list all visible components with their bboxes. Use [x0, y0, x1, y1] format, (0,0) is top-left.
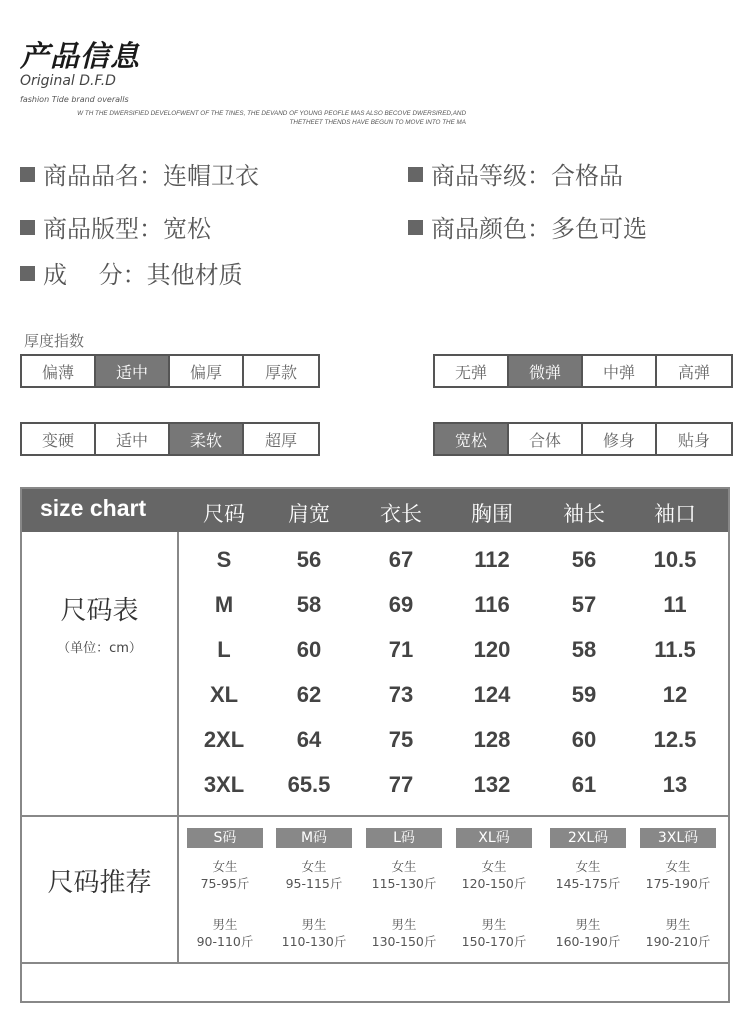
- header-cell: 尺码: [203, 502, 245, 526]
- female-range-value: 75-95斤: [200, 876, 250, 891]
- table-cell: 64: [296, 727, 322, 752]
- table-cell: 3XL: [203, 772, 245, 797]
- bullet-square-icon: [20, 266, 35, 281]
- female-weight-range: [543, 858, 633, 892]
- slogan-line-2: THETHEET THENDS HAVE BEGUN TO MOVE INTO THE MA: [289, 119, 466, 126]
- female-label: 女生: [575, 859, 601, 874]
- option-cell: 高弹: [677, 362, 710, 382]
- female-range-value: 145-175斤: [555, 876, 621, 891]
- table-cell: 57: [571, 592, 597, 617]
- table-cell: 73: [388, 682, 414, 707]
- header-cell: 胸围: [471, 502, 513, 526]
- male-label: 男生: [665, 917, 691, 932]
- option-cell: 宽松: [435, 424, 509, 454]
- shape-options: [433, 422, 733, 456]
- attr-text: 商品颜色：多色可选: [431, 215, 647, 243]
- table-cell: 77: [388, 772, 414, 797]
- size-chart-table: [20, 487, 730, 1003]
- attr-text: 商品等级：合格品: [431, 162, 623, 190]
- male-label: 男生: [391, 917, 417, 932]
- female-label: 女生: [481, 859, 507, 874]
- table-cell: S: [216, 547, 232, 572]
- table-cell: 58: [571, 637, 597, 662]
- attr-product-fit: [20, 209, 211, 244]
- female-label: 女生: [212, 859, 238, 874]
- female-weight-range: [633, 858, 723, 892]
- table-cell: 13: [662, 772, 688, 797]
- table-cell: 2XL: [203, 727, 245, 752]
- male-weight-range: [359, 916, 449, 950]
- option-cell: 中弹: [583, 356, 657, 386]
- table-cell: 124: [473, 682, 511, 707]
- size-chip: 3XL码: [640, 828, 716, 848]
- female-range-value: 115-130斤: [371, 876, 437, 891]
- male-weight-range: [180, 916, 270, 950]
- table-cell: XL: [209, 682, 239, 707]
- bullet-square-icon: [20, 167, 35, 182]
- option-cell: 超厚: [264, 430, 297, 450]
- size-recommend-label: 尺码推荐: [47, 868, 152, 898]
- male-label: 男生: [575, 917, 601, 932]
- table-cell: 75: [388, 727, 414, 752]
- table-cell: 56: [571, 547, 597, 572]
- female-label: 女生: [301, 859, 327, 874]
- brand-slogan: [18, 109, 466, 127]
- male-range-value: 190-210斤: [645, 934, 711, 949]
- elasticity-options: [433, 354, 733, 388]
- size-chip: XL码: [456, 828, 532, 848]
- softness-options: [20, 422, 320, 456]
- male-range-value: 110-130斤: [281, 934, 347, 949]
- brand-tagline: fashion Tide brand overalls: [20, 95, 129, 104]
- bullet-square-icon: [408, 220, 423, 235]
- row-divider: [22, 962, 728, 964]
- size-chip: L码: [366, 828, 442, 848]
- table-cell: 62: [296, 682, 322, 707]
- table-cell: 71: [388, 637, 414, 662]
- size-table-label: 尺码表: [60, 596, 139, 626]
- option-cell: 微弹: [509, 356, 583, 386]
- thickness-index-label: 厚度指数: [24, 332, 85, 350]
- attr-text: 商品版型：宽松: [43, 215, 211, 243]
- male-weight-range: [543, 916, 633, 950]
- male-range-value: 130-150斤: [371, 934, 437, 949]
- table-cell: 11.5: [654, 637, 696, 662]
- table-cell: 120: [473, 637, 511, 662]
- option-cell: 柔软: [170, 424, 244, 454]
- attr-product-name: [20, 156, 259, 191]
- table-cell: 132: [473, 772, 511, 797]
- bullet-square-icon: [20, 220, 35, 235]
- size-table-side: [22, 532, 177, 817]
- female-weight-range: [359, 858, 449, 892]
- bullet-square-icon: [408, 167, 423, 182]
- female-label: 女生: [665, 859, 691, 874]
- attr-text: 成 分：其他材质: [43, 261, 243, 289]
- brand-name: Original D.F.D: [20, 73, 116, 89]
- table-cell: 12.5: [653, 727, 697, 752]
- male-label: 男生: [301, 917, 327, 932]
- thickness-options: [20, 354, 320, 388]
- option-cell: 修身: [583, 424, 657, 454]
- size-chip: 2XL码: [550, 828, 626, 848]
- option-cell: 偏厚: [170, 356, 244, 386]
- attr-text: 商品品名：连帽卫衣: [43, 162, 259, 190]
- table-cell: 11: [663, 592, 687, 617]
- female-range-value: 120-150斤: [461, 876, 527, 891]
- male-label: 男生: [481, 917, 507, 932]
- option-cell: 适中: [96, 424, 170, 454]
- attr-product-grade: [408, 156, 623, 191]
- page-title: 产品信息: [20, 39, 141, 73]
- header-cell: 衣长: [380, 502, 422, 526]
- header-cell: 袖口: [654, 502, 696, 526]
- table-cell: 112: [474, 547, 510, 572]
- size-chart-header: [22, 489, 728, 532]
- table-cell: 60: [296, 637, 322, 662]
- female-weight-range: [180, 858, 270, 892]
- female-range-value: 95-115斤: [285, 876, 343, 891]
- header-cell: 袖长: [563, 502, 605, 526]
- header-cell: 肩宽: [288, 502, 330, 526]
- male-range-value: 160-190斤: [555, 934, 621, 949]
- male-weight-range: [449, 916, 539, 950]
- table-cell: 56: [296, 547, 322, 572]
- option-cell: 无弹: [435, 356, 509, 386]
- male-range-value: 90-110斤: [196, 934, 254, 949]
- attr-product-color: [408, 209, 647, 244]
- table-cell: 61: [571, 772, 597, 797]
- option-cell: 厚款: [264, 362, 297, 382]
- size-chip: M码: [276, 828, 352, 848]
- table-cell: 116: [474, 592, 510, 617]
- table-cell: 69: [388, 592, 414, 617]
- female-label: 女生: [391, 859, 417, 874]
- table-cell: 58: [296, 592, 322, 617]
- male-weight-range: [633, 916, 723, 950]
- option-cell: 变硬: [22, 424, 96, 454]
- table-cell: 65.5: [287, 772, 331, 797]
- attr-product-material: [20, 255, 243, 290]
- table-cell: 12: [662, 682, 688, 707]
- table-cell: 10.5: [653, 547, 697, 572]
- slogan-line-1: W TH THE DWERSIFIED DEVELOFWENT OF THE TINES, THE DEVAND OF YOUNG PEOFLE MAS ALSO BECOVE DWERSIRED,AND: [77, 110, 466, 117]
- table-cell: L: [217, 637, 231, 662]
- male-range-value: 150-170斤: [461, 934, 527, 949]
- size-chip: S码: [187, 828, 263, 848]
- female-weight-range: [449, 858, 539, 892]
- option-cell: 合体: [509, 424, 583, 454]
- table-cell: 59: [571, 682, 597, 707]
- option-cell: 适中: [96, 356, 170, 386]
- male-label: 男生: [212, 917, 238, 932]
- table-cell: 67: [388, 547, 414, 572]
- table-cell: 128: [473, 727, 511, 752]
- male-weight-range: [269, 916, 359, 950]
- table-cell: 60: [571, 727, 597, 752]
- female-range-value: 175-190斤: [645, 876, 711, 891]
- size-table-unit: （单位：cm）: [57, 641, 142, 656]
- female-weight-range: [269, 858, 359, 892]
- table-cell: M: [214, 592, 234, 617]
- size-chart-title: size chart: [40, 495, 147, 521]
- option-cell: 偏薄: [22, 356, 96, 386]
- option-cell: 贴身: [677, 430, 710, 450]
